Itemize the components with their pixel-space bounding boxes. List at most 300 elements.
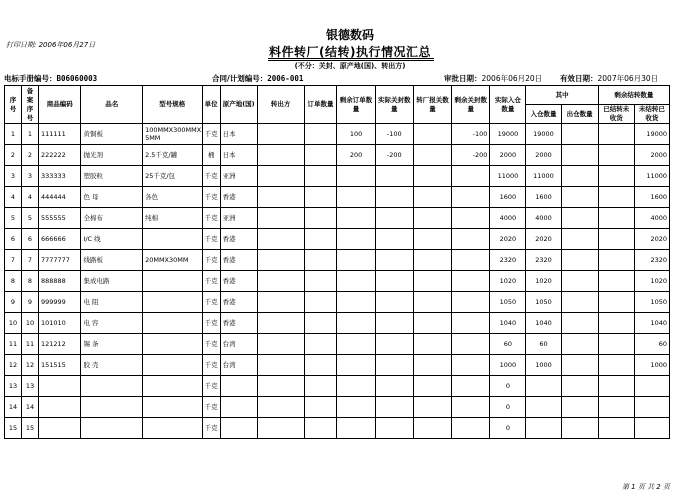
table-row xyxy=(5,376,670,397)
cell-remain-order xyxy=(337,376,375,397)
cell-settled-unpaid xyxy=(598,124,634,145)
cell-unit: 千克 xyxy=(202,208,220,229)
cell-source xyxy=(257,271,304,292)
cell-spec: 100MMX300MMX 5MM xyxy=(143,124,202,145)
col-header-remain-group: 剩余结转数量 xyxy=(598,86,669,105)
cell-out-qty xyxy=(561,124,598,145)
cell-actual-seal xyxy=(375,292,413,313)
cell-remain-seal xyxy=(452,334,490,355)
cell-origin: 台湾 xyxy=(220,334,257,355)
cell-reg-seq: 8 xyxy=(21,271,38,292)
cell-remain-seal xyxy=(452,292,490,313)
col-header-name: 品名 xyxy=(81,86,143,124)
cell-reg-seq: 11 xyxy=(21,334,38,355)
cell-source xyxy=(257,229,304,250)
cell-origin: 亚洲 xyxy=(220,208,257,229)
cell-settled-unpaid xyxy=(598,292,634,313)
cell-settled-unpaid xyxy=(598,208,634,229)
cell-actual-seal xyxy=(375,397,413,418)
cell-order-qty xyxy=(304,271,337,292)
table-row xyxy=(5,229,670,250)
cell-seq: 6 xyxy=(5,229,22,250)
transfer-summary-table xyxy=(4,85,670,439)
col-header-out-qty: 出仓数量 xyxy=(561,105,598,124)
cell-order-qty xyxy=(304,334,337,355)
cell-spec xyxy=(143,334,202,355)
table-row xyxy=(5,355,670,376)
cell-seq: 12 xyxy=(5,355,22,376)
cell-origin: 香港 xyxy=(220,271,257,292)
cell-item-code: 666666 xyxy=(38,229,80,250)
cell-item-code: 444444 xyxy=(38,187,80,208)
cell-remain-order xyxy=(337,397,375,418)
cell-seq: 3 xyxy=(5,166,22,187)
cell-unsettled-received: 2320 xyxy=(634,250,669,271)
cell-order-qty xyxy=(304,145,337,166)
print-date: 打印日期: 2006年06月27日 xyxy=(6,41,96,49)
cell-origin: 香港 xyxy=(220,187,257,208)
approve-date: 2006年06月20日 xyxy=(481,74,543,83)
cell-origin: 香港 xyxy=(220,313,257,334)
cell-remain-seal xyxy=(452,397,490,418)
cell-source xyxy=(257,313,304,334)
manual-number: B06060003 xyxy=(56,74,98,83)
table-row xyxy=(5,124,670,145)
cell-reg-seq: 5 xyxy=(21,208,38,229)
cell-seq: 7 xyxy=(5,250,22,271)
cell-order-qty xyxy=(304,313,337,334)
cell-remain-seal xyxy=(452,166,490,187)
company-name: 银德数码 xyxy=(325,28,374,42)
cell-out-qty xyxy=(561,334,598,355)
cell-remain-order xyxy=(337,208,375,229)
cell-actual-seal xyxy=(375,334,413,355)
cell-seq: 2 xyxy=(5,145,22,166)
cell-out-qty xyxy=(561,250,598,271)
cell-actual-in: 0 xyxy=(490,397,526,418)
cell-item-code xyxy=(38,418,80,439)
cell-in-qty: 11000 xyxy=(526,166,561,187)
cell-actual-seal: -200 xyxy=(375,145,413,166)
cell-in-qty: 1040 xyxy=(526,313,561,334)
cell-in-qty: 1020 xyxy=(526,271,561,292)
cell-origin: 香港 xyxy=(220,229,257,250)
col-header-settled-unpaid: 已结转未收货 xyxy=(598,105,634,124)
cell-settled-unpaid xyxy=(598,271,634,292)
table-row xyxy=(5,313,670,334)
manual-info xyxy=(4,73,97,84)
cell-unsettled-received xyxy=(634,418,669,439)
cell-actual-in: 1050 xyxy=(490,292,526,313)
cell-transfer-declared xyxy=(413,397,451,418)
cell-unsettled-received xyxy=(634,397,669,418)
cell-source xyxy=(257,418,304,439)
cell-unit: 千克 xyxy=(202,355,220,376)
cell-transfer-declared xyxy=(413,418,451,439)
cell-in-qty: 2020 xyxy=(526,229,561,250)
cell-actual-seal xyxy=(375,313,413,334)
cell-settled-unpaid xyxy=(598,355,634,376)
cell-item-code: 121212 xyxy=(38,334,80,355)
cell-transfer-declared xyxy=(413,355,451,376)
cell-unsettled-received: 1020 xyxy=(634,271,669,292)
cell-settled-unpaid xyxy=(598,187,634,208)
cell-settled-unpaid xyxy=(598,418,634,439)
cell-actual-seal xyxy=(375,229,413,250)
cell-actual-seal xyxy=(375,250,413,271)
cell-transfer-declared xyxy=(413,334,451,355)
cell-item-code: 7777777 xyxy=(38,250,80,271)
cell-order-qty xyxy=(304,187,337,208)
table-row xyxy=(5,418,670,439)
cell-reg-seq: 13 xyxy=(21,376,38,397)
cell-name: 线路板 xyxy=(81,250,143,271)
cell-name: 胶 壳 xyxy=(81,355,143,376)
cell-unsettled-received: 1000 xyxy=(634,355,669,376)
cell-settled-unpaid xyxy=(598,250,634,271)
cell-name: 集成电路 xyxy=(81,271,143,292)
cell-name: 电 阻 xyxy=(81,292,143,313)
cell-actual-seal: -100 xyxy=(375,124,413,145)
contract-info xyxy=(212,73,303,84)
cell-in-qty: 19000 xyxy=(526,124,561,145)
cell-transfer-declared xyxy=(413,250,451,271)
cell-seq: 4 xyxy=(5,187,22,208)
cell-actual-in: 0 xyxy=(490,376,526,397)
col-header-unsettled-received: 未结转已收货 xyxy=(634,105,669,124)
cell-source xyxy=(257,166,304,187)
col-header-reg-seq: 备案序号 xyxy=(21,86,38,124)
cell-source xyxy=(257,397,304,418)
valid-info xyxy=(560,73,658,84)
cell-settled-unpaid xyxy=(598,313,634,334)
cell-unsettled-received: 1040 xyxy=(634,313,669,334)
cell-unsettled-received: 1600 xyxy=(634,187,669,208)
col-header-origin: 原产地(国) xyxy=(220,86,257,124)
cell-reg-seq: 9 xyxy=(21,292,38,313)
cell-name xyxy=(81,418,143,439)
cell-seq: 14 xyxy=(5,397,22,418)
cell-unsettled-received: 1050 xyxy=(634,292,669,313)
cell-seq: 1 xyxy=(5,124,22,145)
cell-order-qty xyxy=(304,418,337,439)
cell-actual-in: 19000 xyxy=(490,124,526,145)
cell-remain-seal xyxy=(452,208,490,229)
cell-transfer-declared xyxy=(413,292,451,313)
cell-origin xyxy=(220,397,257,418)
table-row xyxy=(5,166,670,187)
cell-out-qty xyxy=(561,145,598,166)
cell-actual-in: 1020 xyxy=(490,271,526,292)
cell-actual-in: 2000 xyxy=(490,145,526,166)
col-header-order-qty: 订单数量 xyxy=(304,86,337,124)
col-header-unit: 单位 xyxy=(202,86,220,124)
col-header-spec: 型号规格 xyxy=(143,86,202,124)
cell-in-qty xyxy=(526,418,561,439)
cell-name: 全棉布 xyxy=(81,208,143,229)
cell-origin xyxy=(220,418,257,439)
cell-out-qty xyxy=(561,313,598,334)
col-header-remain-seal: 剩余关封数量 xyxy=(452,86,490,124)
col-header-remain-order: 剩余订单数量 xyxy=(337,86,375,124)
cell-spec xyxy=(143,313,202,334)
cell-settled-unpaid xyxy=(598,145,634,166)
cell-spec xyxy=(143,355,202,376)
cell-actual-seal xyxy=(375,208,413,229)
cell-unit: 千克 xyxy=(202,250,220,271)
cell-in-qty: 4000 xyxy=(526,208,561,229)
cell-seq: 5 xyxy=(5,208,22,229)
cell-name: 锡 条 xyxy=(81,334,143,355)
contract-label: 合同/计划编号： xyxy=(212,74,268,83)
cell-item-code: 333333 xyxy=(38,166,80,187)
cell-actual-in: 4000 xyxy=(490,208,526,229)
cell-spec: 20MMX30MM xyxy=(143,250,202,271)
cell-out-qty xyxy=(561,355,598,376)
cell-out-qty xyxy=(561,208,598,229)
table-body xyxy=(5,124,670,439)
cell-settled-unpaid xyxy=(598,334,634,355)
cell-settled-unpaid xyxy=(598,397,634,418)
cell-spec: 25千克/包 xyxy=(143,166,202,187)
cell-reg-seq: 3 xyxy=(21,166,38,187)
table-row xyxy=(5,334,670,355)
cell-out-qty xyxy=(561,271,598,292)
cell-actual-seal xyxy=(375,271,413,292)
cell-source xyxy=(257,334,304,355)
col-header-actual-seal: 实际关封数量 xyxy=(375,86,413,124)
cell-spec xyxy=(143,271,202,292)
cell-name: I/C 线 xyxy=(81,229,143,250)
cell-unsettled-received: 2020 xyxy=(634,229,669,250)
cell-order-qty xyxy=(304,229,337,250)
cell-remain-order xyxy=(337,250,375,271)
cell-unsettled-received: 2000 xyxy=(634,145,669,166)
cell-seq: 8 xyxy=(5,271,22,292)
contract-number: 2006-001 xyxy=(267,74,304,83)
cell-transfer-declared xyxy=(413,376,451,397)
col-header-item-code: 商品编码 xyxy=(38,86,80,124)
cell-transfer-declared xyxy=(413,208,451,229)
cell-item-code: 101010 xyxy=(38,313,80,334)
cell-remain-seal: -100 xyxy=(452,124,490,145)
cell-origin xyxy=(220,376,257,397)
cell-transfer-declared xyxy=(413,187,451,208)
col-header-seq: 序号 xyxy=(5,86,22,124)
cell-actual-in: 0 xyxy=(490,418,526,439)
cell-remain-order xyxy=(337,292,375,313)
page-info: 第 1 页 共 2 页 xyxy=(621,483,670,491)
cell-unit: 千克 xyxy=(202,124,220,145)
cell-in-qty xyxy=(526,397,561,418)
table-row xyxy=(5,187,670,208)
cell-out-qty xyxy=(561,166,598,187)
valid-date: 2007年06月30日 xyxy=(597,74,659,83)
cell-remain-seal xyxy=(452,229,490,250)
cell-remain-seal xyxy=(452,376,490,397)
table-row xyxy=(5,271,670,292)
cell-seq: 9 xyxy=(5,292,22,313)
table-row xyxy=(5,397,670,418)
cell-reg-seq: 6 xyxy=(21,229,38,250)
cell-in-qty: 60 xyxy=(526,334,561,355)
cell-unsettled-received: 11000 xyxy=(634,166,669,187)
cell-remain-order xyxy=(337,166,375,187)
approve-info xyxy=(444,73,542,84)
cell-order-qty xyxy=(304,250,337,271)
manual-label: 电标手册编号： xyxy=(4,74,57,83)
cell-order-qty xyxy=(304,208,337,229)
cell-unsettled-received: 4000 xyxy=(634,208,669,229)
cell-in-qty xyxy=(526,376,561,397)
cell-remain-order: 100 xyxy=(337,124,375,145)
cell-spec xyxy=(143,292,202,313)
cell-actual-in: 2020 xyxy=(490,229,526,250)
cell-remain-order: 200 xyxy=(337,145,375,166)
cell-unit: 千克 xyxy=(202,229,220,250)
cell-actual-in: 1040 xyxy=(490,313,526,334)
cell-source xyxy=(257,187,304,208)
cell-seq: 15 xyxy=(5,418,22,439)
cell-actual-in: 11000 xyxy=(490,166,526,187)
cell-origin: 日本 xyxy=(220,124,257,145)
cell-settled-unpaid xyxy=(598,166,634,187)
cell-remain-order xyxy=(337,355,375,376)
cell-remain-order xyxy=(337,229,375,250)
cell-seq: 11 xyxy=(5,334,22,355)
cell-source xyxy=(257,208,304,229)
col-header-in-qty: 入仓数量 xyxy=(526,105,561,124)
col-header-source: 转出方 xyxy=(257,86,304,124)
cell-reg-seq: 15 xyxy=(21,418,38,439)
cell-out-qty xyxy=(561,187,598,208)
cell-out-qty xyxy=(561,376,598,397)
cell-remain-seal xyxy=(452,250,490,271)
cell-item-code: 111111 xyxy=(38,124,80,145)
cell-source xyxy=(257,355,304,376)
cell-item-code: 151515 xyxy=(38,355,80,376)
cell-name xyxy=(81,376,143,397)
cell-seq: 10 xyxy=(5,313,22,334)
cell-settled-unpaid xyxy=(598,229,634,250)
cell-reg-seq: 7 xyxy=(21,250,38,271)
header-row-top xyxy=(5,86,670,105)
report-title: 料件转厂(结转)执行情况汇总 xyxy=(269,45,431,59)
cell-remain-seal xyxy=(452,313,490,334)
cell-source xyxy=(257,145,304,166)
cell-reg-seq: 1 xyxy=(21,124,38,145)
col-header-transfer-declared: 转厂报关数量 xyxy=(413,86,451,124)
cell-origin: 香港 xyxy=(220,250,257,271)
cell-in-qty: 1050 xyxy=(526,292,561,313)
cell-remain-order xyxy=(337,418,375,439)
cell-actual-seal xyxy=(375,166,413,187)
cell-unit: 千克 xyxy=(202,187,220,208)
title-underline-top xyxy=(268,58,434,59)
cell-remain-seal xyxy=(452,355,490,376)
cell-unit: 千克 xyxy=(202,271,220,292)
cell-seq: 13 xyxy=(5,376,22,397)
report-subtitle: (不分：关封、原产地(国)、转出方) xyxy=(294,62,406,70)
col-header-actual-in: 实际入仓数量 xyxy=(490,86,526,124)
cell-unit: 千克 xyxy=(202,313,220,334)
cell-transfer-declared xyxy=(413,145,451,166)
cell-source xyxy=(257,124,304,145)
cell-remain-seal xyxy=(452,187,490,208)
table-row xyxy=(5,145,670,166)
cell-unsettled-received: 60 xyxy=(634,334,669,355)
meta-row xyxy=(4,73,670,85)
cell-transfer-declared xyxy=(413,166,451,187)
cell-remain-seal: -200 xyxy=(452,145,490,166)
cell-order-qty xyxy=(304,166,337,187)
cell-out-qty xyxy=(561,418,598,439)
cell-actual-in: 1000 xyxy=(490,355,526,376)
cell-spec: 2.5千克/罐 xyxy=(143,145,202,166)
col-header-of-which: 其中 xyxy=(526,86,598,105)
cell-item-code xyxy=(38,376,80,397)
valid-label: 有效日期： xyxy=(560,74,598,83)
cell-transfer-declared xyxy=(413,271,451,292)
cell-unsettled-received: 19000 xyxy=(634,124,669,145)
cell-origin: 亚洲 xyxy=(220,166,257,187)
cell-item-code: 999999 xyxy=(38,292,80,313)
table-row xyxy=(5,250,670,271)
cell-actual-seal xyxy=(375,418,413,439)
cell-remain-order xyxy=(337,313,375,334)
cell-unit: 千克 xyxy=(202,376,220,397)
cell-transfer-declared xyxy=(413,229,451,250)
cell-reg-seq: 14 xyxy=(21,397,38,418)
cell-in-qty: 1600 xyxy=(526,187,561,208)
cell-origin: 台湾 xyxy=(220,355,257,376)
cell-out-qty xyxy=(561,397,598,418)
cell-spec xyxy=(143,397,202,418)
cell-unit: 桶 xyxy=(202,145,220,166)
cell-actual-seal xyxy=(375,187,413,208)
cell-order-qty xyxy=(304,124,337,145)
cell-out-qty xyxy=(561,229,598,250)
table-row xyxy=(5,208,670,229)
cell-source xyxy=(257,292,304,313)
cell-spec xyxy=(143,418,202,439)
cell-remain-order xyxy=(337,187,375,208)
cell-settled-unpaid xyxy=(598,376,634,397)
cell-transfer-declared xyxy=(413,124,451,145)
cell-spec xyxy=(143,229,202,250)
cell-in-qty: 2000 xyxy=(526,145,561,166)
cell-actual-in: 1600 xyxy=(490,187,526,208)
cell-order-qty xyxy=(304,355,337,376)
cell-in-qty: 2320 xyxy=(526,250,561,271)
cell-item-code xyxy=(38,397,80,418)
cell-source xyxy=(257,250,304,271)
cell-unit: 千克 xyxy=(202,397,220,418)
cell-reg-seq: 2 xyxy=(21,145,38,166)
cell-item-code: 222222 xyxy=(38,145,80,166)
cell-reg-seq: 12 xyxy=(21,355,38,376)
cell-order-qty xyxy=(304,292,337,313)
cell-name: 黄铜板 xyxy=(81,124,143,145)
cell-actual-in: 2320 xyxy=(490,250,526,271)
cell-item-code: 555555 xyxy=(38,208,80,229)
table-row xyxy=(5,292,670,313)
cell-unit: 千克 xyxy=(202,334,220,355)
cell-reg-seq: 4 xyxy=(21,187,38,208)
cell-name: 抛光剂 xyxy=(81,145,143,166)
cell-transfer-declared xyxy=(413,313,451,334)
cell-remain-order xyxy=(337,334,375,355)
